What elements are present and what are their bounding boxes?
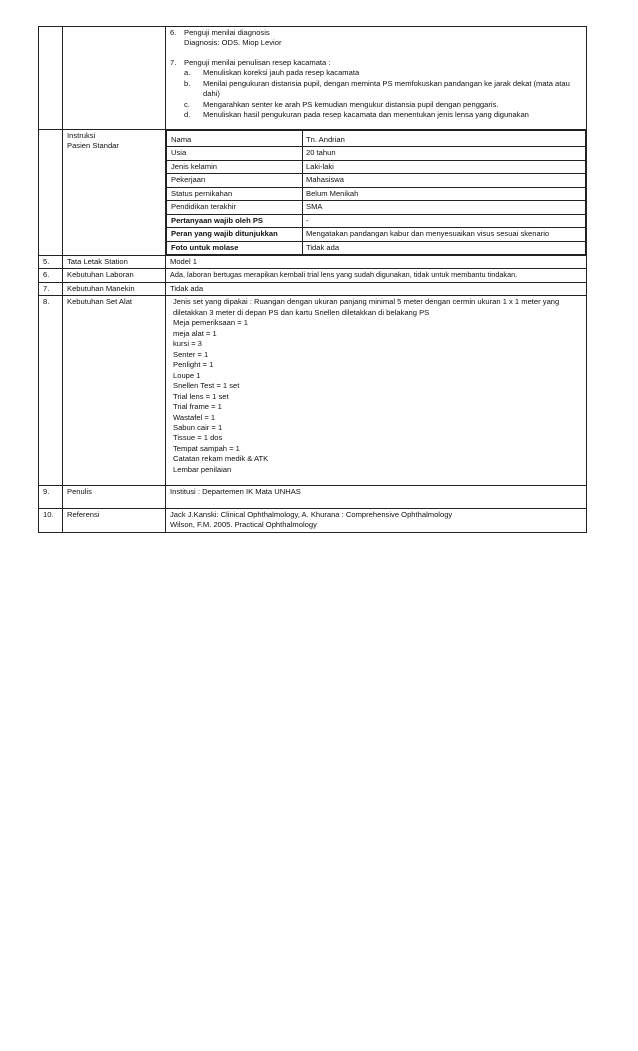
list-item: Senter = 1	[173, 349, 209, 359]
list-item: Meja pemeriksaan = 1	[173, 318, 248, 328]
cell-num: 9.	[39, 486, 63, 508]
info-key: Status pernikahan	[167, 187, 303, 200]
info-value: SMA	[303, 201, 586, 214]
list-item: Catatan rekam medik & ATK	[173, 454, 269, 464]
equipment-list	[170, 318, 582, 475]
list-item: Lembar penilaian	[173, 464, 232, 474]
list-item: Loupe 1	[173, 370, 201, 380]
item-number: 6.	[170, 28, 177, 37]
info-key: Pertanyaan wajib oleh PS	[167, 214, 303, 227]
cell-label: Kebutuhan Laboran	[63, 269, 166, 282]
cell-label	[63, 129, 166, 255]
cell-label	[63, 27, 166, 130]
info-key: Pendidikan terakhir	[167, 201, 303, 214]
cell-label: Tata Letak Station	[63, 255, 166, 268]
sub-text: Mengarahkan senter ke arah PS kemudian mengukur distansia pupil dengan penggaris.	[203, 99, 499, 109]
sub-text: Menuliskan hasil pengukuran pada resep kacamata dan menentukan jenis lensa yang digunakan	[203, 110, 529, 120]
cell-num: 8.	[39, 296, 63, 486]
cell-label: Referensi	[63, 508, 166, 532]
sub-number: d.	[184, 110, 191, 120]
list-item: Tissue = 1 dos	[173, 433, 223, 443]
table-row	[39, 296, 587, 486]
info-key: Usia	[167, 147, 303, 160]
list-item	[170, 58, 582, 68]
cell-label: Kebutuhan Manekin	[63, 282, 166, 295]
info-key: Foto untuk molase	[167, 241, 303, 254]
cell-value: Ada, laboran bertugas merapikan kembali trial lens yang sudah digunakan, tidak untuk membantu tindakan.	[166, 269, 587, 282]
item-number: 7.	[170, 57, 177, 67]
table-row	[39, 486, 587, 508]
list-item: Sabun cair = 1	[173, 423, 223, 432]
list-item: meja alat = 1	[173, 328, 217, 338]
label-line: Pasien Standar	[67, 141, 119, 151]
info-value: Tidak ada	[303, 241, 586, 254]
cell-num: 6.	[39, 269, 63, 282]
item-text: Penguji menilai diagnosis	[184, 28, 270, 37]
sub-number: c.	[184, 99, 190, 109]
info-key: Pekerjaan	[167, 174, 303, 187]
reference-line: Jack J.Kanski: Clinical Ophthalmology, A. Khurana : Comprehensive Ophthalmology	[170, 509, 453, 519]
info-value: Laki-laki	[303, 160, 586, 173]
info-key: Nama	[167, 130, 303, 146]
cell-value: Institusi : Departemen IK Mata UNHAS	[166, 486, 587, 508]
reference-line: Wilson, F.M. 2005. Practical Ophthalmology	[170, 520, 317, 530]
table-row	[39, 255, 587, 268]
info-key: Jenis kelamin	[167, 160, 303, 173]
sub-item	[170, 100, 582, 110]
cell-num	[39, 129, 63, 255]
item-text: Penguji menilai penulisan resep kacamata :	[184, 57, 331, 67]
list-item: Trial frame = 1	[173, 402, 222, 412]
cell-num: 7.	[39, 282, 63, 295]
cell-num: 10.	[39, 508, 63, 532]
table-row	[39, 282, 587, 295]
diagnosis-detail: Diagnosis: ODS. Miop Levior	[184, 38, 282, 48]
table-row	[39, 508, 587, 532]
cell-equipment	[166, 296, 587, 486]
cell-patient-info	[166, 129, 587, 255]
list-item: Snellen Test = 1 set	[173, 381, 240, 391]
info-value: Tn. Andrian	[303, 130, 586, 146]
cell-label: Kebutuhan Set Alat	[63, 296, 166, 486]
equipment-intro: Jenis set yang dipakai : Ruangan dengan ukuran panjang minimal 5 meter dengan cermin ukuran 1 x 1 meter yang diletakkan 3 meter di depan PS dan kartu Snellen diletakkan di belakang PS	[173, 297, 560, 317]
info-value: 20 tahun	[303, 147, 586, 160]
sub-item	[170, 110, 582, 127]
sub-number: b.	[184, 78, 191, 88]
sub-number: a.	[184, 68, 191, 78]
table-row	[39, 27, 587, 130]
info-value: Mengatakan pandangan kabur dan menyesuaikan visus sesuai skenario	[303, 228, 586, 241]
list-item: Trial lens = 1 set	[173, 391, 229, 401]
info-value: Mahasiswa	[303, 174, 586, 187]
table-row	[39, 269, 587, 282]
info-value: Belum Menikah	[303, 187, 586, 200]
sub-item	[170, 79, 582, 100]
sub-text: Menuliskan koreksi jauh pada resep kacamata	[203, 68, 360, 78]
info-value: -	[303, 214, 586, 227]
list-item: kursi = 3	[173, 339, 202, 349]
cell-assessment	[166, 27, 587, 130]
table-row	[39, 129, 587, 255]
list-item: Penlight = 1	[173, 360, 214, 370]
patient-info-table	[166, 130, 586, 255]
list-item	[170, 28, 582, 38]
sub-item	[170, 68, 582, 78]
cell-references	[166, 508, 587, 532]
cell-value: Tidak ada	[166, 282, 587, 295]
station-table	[38, 26, 587, 533]
info-key: Peran yang wajib ditunjukkan	[167, 228, 303, 241]
list-item: Wastafel = 1	[173, 412, 216, 422]
list-item: Tempat sampah = 1	[173, 443, 240, 453]
cell-num	[39, 27, 63, 130]
cell-label: Penulis	[63, 486, 166, 508]
label-line: Instruksi	[67, 130, 96, 140]
cell-num: 5.	[39, 255, 63, 268]
cell-value: Model 1	[166, 255, 587, 268]
sub-text: Menilai pengukuran distansia pupil, dengan meminta PS memfokuskan pandangan ke jarak dekat (mata atau dahi)	[203, 78, 570, 99]
